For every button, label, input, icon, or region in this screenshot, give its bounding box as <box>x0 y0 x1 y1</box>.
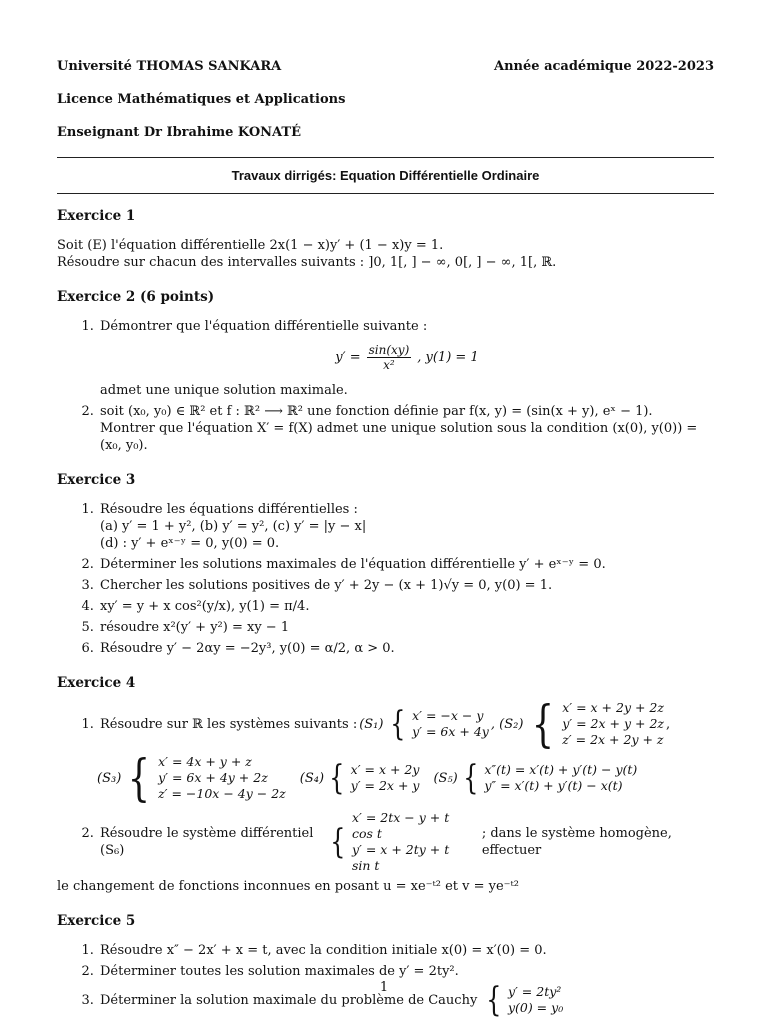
brace-icon: { <box>532 695 555 753</box>
system-s5 <box>433 758 638 798</box>
fraction-denominator: x² <box>383 358 395 372</box>
fraction-numerator: sin(xy) <box>368 343 410 357</box>
s4-label: (S₄) <box>299 770 325 786</box>
exercise-4-title: Exercice 4 <box>57 675 136 691</box>
s6-eq-1: x′ = 2tx − y + t cos t <box>351 810 450 841</box>
exercise-4-item-2-intro: 2. Résoudre le système différentiel (S₆) <box>100 826 314 858</box>
exercise-4-item-2-line-2: le changement de fonctions inconnues en posant u = xe⁻ᵗ² et v = ye⁻ᵗ² <box>57 879 519 894</box>
s4-eq-1: x′ = x + 2y <box>350 762 420 777</box>
s3-eq-1: x′ = 4x + y + z <box>158 754 252 769</box>
system-s6 <box>325 810 469 874</box>
s3-eq-3: z′ = −10x − 4y − 2z <box>158 786 286 801</box>
cauchy-eq-2: y(0) = y₀ <box>507 1000 564 1015</box>
exercise-2-item-2-line-1: 2. soit (x₀, y₀) ∈ ℝ² et f : ℝ² ⟶ ℝ² une fonction définie par f(x, y) = (sin(x + y), eˣ − 1). <box>100 404 653 419</box>
brace-icon: { <box>329 758 345 798</box>
university-name: Université THOMAS SANKARA <box>57 59 282 74</box>
system-s1 <box>385 704 489 744</box>
teacher-name: Enseignant Dr Ibrahime KONATÉ <box>57 125 301 140</box>
brace-icon: { <box>128 749 151 807</box>
exercise-4-item-2-tail: ; dans le système homogène, effectuer <box>481 826 672 858</box>
document-page <box>57 58 714 1020</box>
equation-fraction <box>367 343 412 372</box>
exercise-2-item-1-end: admet une unique solution maximale. <box>100 383 348 398</box>
exercise-4-list-continued <box>57 810 714 874</box>
exercise-5-title: Exercice 5 <box>57 913 136 929</box>
exercise-5-list <box>57 942 714 1020</box>
exercise-2-item-1 <box>98 318 714 399</box>
header-row <box>57 58 714 75</box>
s1-eq-1: x′ = −x − y <box>412 708 484 723</box>
academic-year: Année académique 2022-2023 <box>494 59 714 74</box>
exercise-3-item-1-line-1: 1. Résoudre les équations différentielles : <box>100 502 358 517</box>
brace-icon: { <box>330 822 346 862</box>
exercise-1-line-1: Soit (E) l'équation différentielle 2x(1 − x)y′ + (1 − x)y = 1. <box>57 238 444 253</box>
exercise-2-item-1-intro: Démontrer que l'équation différentielle suivante : <box>100 319 428 334</box>
exercise-2-title: Exercice 2 (6 points) <box>57 289 215 305</box>
exercise-2-item-2-line-2: Montrer que l'équation X′ = f(X) admet une unique solution sous la condition (x(0), y(0)) = (x₀, y₀). <box>100 421 698 453</box>
exercise-4-item-2-line-1 <box>100 810 714 874</box>
system-s2 <box>525 695 664 753</box>
exercise-3-item-4: 4. xy′ = y + x cos²(y/x), y(1) = π/4. <box>98 598 714 615</box>
s3-label: (S₃) <box>97 770 122 786</box>
page-number: 1 <box>379 980 389 995</box>
exercise-4-item-1 <box>98 695 714 753</box>
exercise-3-list <box>57 501 714 657</box>
exercise-3-item-3: 3. Chercher les solutions positives de y′ + 2y − (x + 1)√y = 0, y(0) = 1. <box>98 577 714 594</box>
exercise-5-item-1: 1. Résoudre x″ − 2x′ + x = t, avec la condition initiale x(0) = x′(0) = 0. <box>98 942 714 959</box>
bottom-rule <box>57 193 714 194</box>
cauchy-eq-1: y′ = 2ty² <box>507 984 562 999</box>
brace-icon: { <box>486 980 502 1020</box>
exercise-2-item-2 <box>98 403 714 454</box>
s1-eq-2: y′ = 6x + 4y <box>412 724 489 739</box>
s3-eq-2: y′ = 6x + 4y + 2z <box>158 770 268 785</box>
exercise-4-list <box>57 695 714 753</box>
exercise-3-item-1-line-2: (a) y′ = 1 + y², (b) y′ = y², (c) y′ = |y − x| <box>100 519 367 534</box>
s2-tail: , <box>665 716 671 732</box>
s5-eq-2: y″ = x′(t) + y′(t) − x(t) <box>484 778 623 793</box>
exercise-3-item-6: 6. Résoudre y′ − 2αy = −2y³, y(0) = α/2, α > 0. <box>98 640 714 657</box>
exercise-3-item-1 <box>98 501 714 552</box>
s4-eq-2: y′ = 2x + y <box>350 778 420 793</box>
systems-row-2 <box>97 749 714 807</box>
s5-label: (S₅) <box>433 770 458 786</box>
exercise-5-item-2: 2. Déterminer toutes les solution maximales de y′ = 2ty². <box>98 963 714 980</box>
brace-icon: { <box>462 758 479 798</box>
s2-eq-2: y′ = 2x + y + 2z <box>562 716 664 731</box>
system-s3 <box>97 749 286 807</box>
exercise-3-item-5: 5. résoudre x²(y′ + y²) = xy − 1 <box>98 619 714 636</box>
exercise-4-item-2 <box>98 810 714 874</box>
exercise-1-line-2: Résoudre sur chacun des intervalles suivants : ]0, 1[, ] − ∞, 0[, ] − ∞, 1[, ℝ. <box>57 255 557 270</box>
s2-eq-1: x′ = x + 2y + 2z <box>562 700 664 715</box>
equation-lhs: y′ = <box>335 350 361 365</box>
exercise-3-item-2: 2. Déterminer les solutions maximales de l'équation différentielle y′ + eˣ⁻ʸ = 0. <box>98 556 714 573</box>
document-title: Travaux dirrigés: Equation Différentielle Ordinaire <box>231 168 540 183</box>
exercise-2-display-equation <box>100 343 714 372</box>
brace-icon: { <box>390 704 406 744</box>
program-name: Licence Mathématiques et Applications <box>57 92 346 107</box>
s1-label: (S₁) <box>359 716 384 732</box>
exercise-1-title: Exercice 1 <box>57 208 136 224</box>
system-s4 <box>299 758 420 798</box>
exercise-3-title: Exercice 3 <box>57 472 136 488</box>
s6-eq-2: y′ = x + 2ty + t sin t <box>351 842 450 873</box>
equation-rhs: , y(1) = 1 <box>417 350 479 365</box>
exercise-2-list <box>57 318 714 454</box>
s5-eq-1: x″(t) = x′(t) + y′(t) − y(t) <box>484 762 638 777</box>
s2-eq-3: z′ = 2x + 2y + z <box>562 732 664 747</box>
exercise-5-item-3-intro: 3. Déterminer la solution maximale du problème de Cauchy <box>100 992 478 1008</box>
exercise-3-item-1-line-3: (d) : y′ + eˣ⁻ʸ = 0, y(0) = 0. <box>100 536 280 551</box>
exercise-4-item-1-intro: 1. Résoudre sur ℝ les systèmes suivants : <box>100 716 358 732</box>
s2-label: , (S₂) <box>490 716 524 732</box>
systems-row-1 <box>100 695 714 753</box>
